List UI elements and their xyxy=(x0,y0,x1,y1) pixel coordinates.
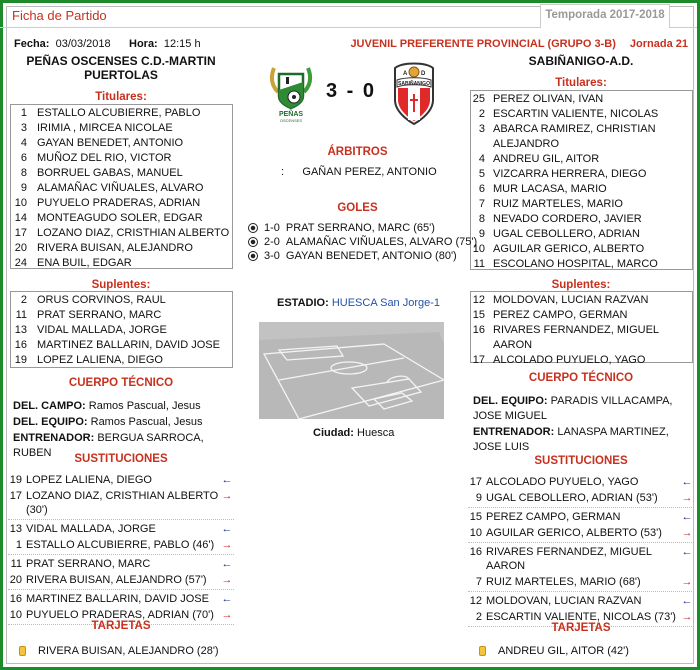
player-number: 17 xyxy=(14,227,27,239)
svg-text:SABIÑANIGO: SABIÑANIGO xyxy=(398,81,430,87)
staff-role: DEL. CAMPO: xyxy=(13,400,86,412)
goal-scorer: PRAT SERRANO, MARC (65') xyxy=(285,222,435,234)
player-number: 16 xyxy=(14,339,27,351)
player-number: 16 xyxy=(469,546,482,558)
competition-name: JUVENIL PREFERENTE PROVINCIAL (GRUPO 3-B) xyxy=(350,38,616,50)
goal-score: 1-0 xyxy=(264,222,280,234)
player-number: 10 xyxy=(469,527,482,539)
away-cuerpo-label: CUERPO TÉCNICO xyxy=(528,372,634,384)
player-name: MUÑOZ DEL RIO, VICTOR xyxy=(37,152,172,164)
player-row xyxy=(471,152,692,167)
player-row xyxy=(11,226,232,241)
player-name: RIVARES FERNANDEZ, MIGUEL AARON xyxy=(486,546,652,572)
goles-label: GOLES xyxy=(337,202,378,214)
player-number: 19 xyxy=(14,354,27,366)
staff-role: ENTRENADOR: xyxy=(473,426,555,438)
player-row xyxy=(11,136,232,151)
arrow-right-icon: → xyxy=(221,574,233,586)
arrow-right-icon: → xyxy=(681,527,693,539)
staff-row xyxy=(473,394,691,424)
player-name: VIDAL MALLADA, JORGE xyxy=(26,523,156,535)
player-name: GAYAN BENEDET, ANTONIO xyxy=(37,137,184,149)
staff-name: Ramos Pascual, Jesus xyxy=(90,416,203,428)
stadium xyxy=(277,297,440,309)
player-number: 16 xyxy=(472,324,485,336)
player-name: ALAMAÑAC VIÑUALES, ALVARO xyxy=(37,182,204,194)
player-number: 2 xyxy=(478,108,485,120)
player-number: 7 xyxy=(475,576,482,588)
player-number: 12 xyxy=(472,294,485,306)
away-card-item xyxy=(479,645,629,657)
player-row xyxy=(11,151,232,166)
substitution-in xyxy=(468,544,694,574)
player-number: 11 xyxy=(10,558,22,570)
substitution-in xyxy=(468,593,694,609)
home-starters-list xyxy=(10,104,233,269)
player-name: LOPEZ LALIENA, DIEGO xyxy=(37,354,163,366)
away-sustituciones-label: SUSTITUCIONES xyxy=(534,455,628,467)
player-number: 14 xyxy=(14,212,27,224)
away-titulares-label: Titulares: xyxy=(555,77,607,89)
player-number: 13 xyxy=(14,324,27,336)
player-name: MARTINEZ BALLARIN, DAVID JOSE xyxy=(37,339,220,351)
player-number: 10 xyxy=(14,197,27,209)
player-row xyxy=(11,323,232,338)
home-cuerpo-label: CUERPO TÉCNICO xyxy=(68,377,174,389)
home-subs-list xyxy=(10,291,233,368)
page-title: Ficha de Partido xyxy=(12,8,107,23)
goal-scorer: ALAMAÑAC VIÑUALES, ALVARO (75') xyxy=(285,236,478,248)
goal-score: 2-0 xyxy=(264,236,280,248)
player-name: ALCOLADO PUYUELO, YAGO xyxy=(486,476,639,488)
stadium-label: ESTADIO: xyxy=(277,297,329,309)
away-subs-list xyxy=(470,291,693,366)
card-player: ANDREU GIL, AITOR (42') xyxy=(498,645,629,657)
arrow-right-icon: → xyxy=(221,490,233,502)
player-name: MARTINEZ BALLARIN, DAVID JOSE xyxy=(26,593,209,605)
player-number: 1 xyxy=(15,539,22,551)
player-name: ESCARTIN VALIENTE, NICOLAS xyxy=(493,108,659,120)
player-number: 15 xyxy=(469,511,482,523)
home-tarjetas-label: TARJETAS xyxy=(91,620,151,632)
arrow-right-icon: → xyxy=(681,492,693,504)
player-name: ESCOLANO HOSPITAL, MARCO xyxy=(493,258,658,270)
player-number: 16 xyxy=(9,593,22,605)
svg-text:OSCENSES: OSCENSES xyxy=(279,118,303,123)
player-row xyxy=(471,323,692,353)
player-number: 10 xyxy=(9,609,22,621)
staff-row xyxy=(13,415,235,430)
player-name: RIVARES FERNANDEZ, MIGUEL AARON xyxy=(493,324,659,351)
player-row xyxy=(471,182,692,197)
yellow-card-icon xyxy=(479,646,486,656)
substitution-out xyxy=(468,574,694,590)
player-number: 20 xyxy=(14,242,27,254)
arrow-left-icon: ← xyxy=(221,593,233,605)
substitution-out xyxy=(8,488,234,518)
player-name: NEVADO CORDERO, JAVIER xyxy=(493,213,642,225)
player-name: RIVERA BUISAN, ALEJANDRO (57') xyxy=(26,574,207,586)
player-name: VIZCARRA HERRERA, DIEGO xyxy=(493,168,647,180)
staff-row xyxy=(13,399,235,414)
home-titulares-label: Titulares: xyxy=(95,91,147,103)
player-name: PRAT SERRANO, MARC xyxy=(26,558,151,570)
fecha-value: 03/03/2018 xyxy=(55,38,111,50)
player-number: 3 xyxy=(478,123,485,135)
player-row xyxy=(471,122,692,152)
goal-row xyxy=(248,249,477,263)
substitution-in xyxy=(8,591,234,607)
player-name: ESCARTIN VALIENTE, NICOLAS (73') xyxy=(486,611,676,623)
home-card-item xyxy=(19,645,219,657)
player-name: ORUS CORVINOS, RAUL xyxy=(37,294,166,306)
referee-prefix: : xyxy=(281,166,285,178)
substitution-pair xyxy=(468,544,694,592)
substitution-pair xyxy=(468,509,694,543)
home-suplentes-label: Suplentes: xyxy=(91,279,151,291)
player-number: 17 xyxy=(469,476,482,488)
player-name: MUR LACASA, MARIO xyxy=(493,183,607,195)
player-name: LOZANO DIAZ, CRISTHIAN ALBERTO (30') xyxy=(26,490,219,516)
player-row xyxy=(11,338,232,353)
player-row xyxy=(11,166,232,181)
date-time xyxy=(14,38,201,50)
competition xyxy=(350,38,688,50)
arrow-right-icon: → xyxy=(221,539,233,551)
player-row xyxy=(11,106,232,121)
city-label: Ciudad: xyxy=(313,427,354,439)
away-team-name: SABIÑANIGO-A.D. xyxy=(528,54,634,68)
player-name: ENA BUIL, EDGAR xyxy=(37,257,132,269)
tab-divider-right xyxy=(670,27,697,28)
svg-text:A: A xyxy=(403,71,408,77)
player-number: 2 xyxy=(475,611,482,623)
goal-row xyxy=(248,221,477,235)
hora-label: Hora: xyxy=(129,38,158,50)
substitution-in xyxy=(8,556,234,572)
goal-score: 3-0 xyxy=(264,250,280,262)
substitution-out xyxy=(468,490,694,506)
city xyxy=(313,427,394,439)
player-name: MONTEAGUDO SOLER, EDGAR xyxy=(37,212,203,224)
player-number: 5 xyxy=(478,168,485,180)
player-number: 20 xyxy=(9,574,22,586)
player-number: 19 xyxy=(9,474,22,486)
away-starters-list xyxy=(470,90,693,270)
player-name: ESTALLO ALCUBIERRE, PABLO (46') xyxy=(26,539,215,551)
player-name: AGUILAR GERICO, ALBERTO xyxy=(493,243,645,255)
arrow-left-icon: ← xyxy=(221,474,233,486)
player-row xyxy=(471,293,692,308)
yellow-card-icon xyxy=(19,646,26,656)
staff-row xyxy=(473,425,691,455)
arrow-left-icon: ← xyxy=(221,558,233,570)
home-substitutions xyxy=(8,472,234,626)
player-row xyxy=(471,167,692,182)
player-number: 24 xyxy=(14,257,27,269)
soccer-ball-icon xyxy=(248,237,258,247)
substitution-out xyxy=(8,572,234,588)
player-name: BORRUEL GABAS, MANUEL xyxy=(37,167,183,179)
substitution-in xyxy=(468,474,694,490)
arrow-left-icon: ← xyxy=(221,523,233,535)
player-number: 1 xyxy=(20,107,27,119)
player-number: 6 xyxy=(478,183,485,195)
arrow-left-icon: ← xyxy=(681,595,693,607)
staff-role: DEL. EQUIPO: xyxy=(13,416,88,428)
substitution-pair xyxy=(8,472,234,520)
home-team-name: PEÑAS OSCENSES C.D.-MARTIN PUERTOLAS xyxy=(26,54,216,82)
player-number: 17 xyxy=(9,490,22,502)
player-name: AGUILAR GERICO, ALBERTO (53') xyxy=(486,527,662,539)
arrow-left-icon: ← xyxy=(681,476,693,488)
player-row xyxy=(471,197,692,212)
player-name: PRAT SERRANO, MARC xyxy=(37,309,162,321)
away-substitutions xyxy=(468,474,694,628)
player-name: ANDREU GIL, AITOR xyxy=(493,153,600,165)
arrow-left-icon: ← xyxy=(681,546,693,558)
soccer-ball-icon xyxy=(248,251,258,261)
soccer-ball-icon xyxy=(248,223,258,233)
stadium-link[interactable]: HUESCA San Jorge-1 xyxy=(331,297,441,309)
player-name: RUIZ MARTELES, MARIO (68') xyxy=(486,576,641,588)
staff-name: Ramos Pascual, Jesus xyxy=(88,400,201,412)
hora-value: 12:15 h xyxy=(163,38,201,50)
away-suplentes-label: Suplentes: xyxy=(551,279,611,291)
player-number: 7 xyxy=(478,198,485,210)
substitution-out xyxy=(8,537,234,553)
player-name: RUIZ MARTELES, MARIO xyxy=(493,198,623,210)
player-row xyxy=(471,257,692,272)
stadium-image xyxy=(259,322,444,419)
substitution-out xyxy=(468,525,694,541)
player-row xyxy=(11,121,232,136)
away-staff xyxy=(473,394,691,456)
player-name: UGAL CEBOLLERO, ADRIAN (53') xyxy=(486,492,658,504)
player-row xyxy=(11,256,232,271)
substitution-in xyxy=(468,509,694,525)
arbitros-label: ÁRBITROS xyxy=(327,146,388,158)
player-name: PUYUELO PRADERAS, ADRIAN xyxy=(37,197,201,209)
player-row xyxy=(11,181,232,196)
player-number: 9 xyxy=(475,492,482,504)
fecha-label: Fecha: xyxy=(14,38,50,50)
player-name: ABARCA RAMIREZ, CHRISTIAN ALEJANDRO xyxy=(493,123,656,150)
player-number: 9 xyxy=(478,228,485,240)
player-number: 8 xyxy=(478,213,485,225)
player-name: VIDAL MALLADA, JORGE xyxy=(37,324,167,336)
player-row xyxy=(471,308,692,323)
player-number: 9 xyxy=(20,182,27,194)
staff-name: PARADIS VILLACAMPA, JOSE MIGUEL xyxy=(473,395,673,422)
player-number: 3 xyxy=(20,122,27,134)
player-name: PUYUELO PRADERAS, ADRIAN (70') xyxy=(26,609,214,621)
jornada: Jornada 21 xyxy=(629,38,688,50)
player-name: UGAL CEBOLLERO, ADRIAN xyxy=(493,228,640,240)
goal-scorer: GAYAN BENEDET, ANTONIO (80') xyxy=(285,250,457,262)
player-row xyxy=(471,92,692,107)
player-row xyxy=(471,353,692,368)
substitution-in xyxy=(8,521,234,537)
svg-text:D: D xyxy=(421,71,426,77)
player-row xyxy=(471,107,692,122)
player-name: ESTALLO ALCUBIERRE, PABLO xyxy=(37,107,201,119)
substitution-in xyxy=(8,472,234,488)
player-name: LOZANO DIAZ, CRISTHIAN ALBERTO xyxy=(37,227,230,239)
player-number: 13 xyxy=(9,523,22,535)
substitution-pair xyxy=(8,521,234,555)
player-number: 4 xyxy=(478,153,485,165)
home-team-logo xyxy=(268,64,314,127)
card-player: RIVERA BUISAN, ALEJANDRO (28') xyxy=(38,645,219,657)
player-row xyxy=(11,293,232,308)
player-name: PEREZ CAMPO, GERMAN xyxy=(486,511,621,523)
season-tab[interactable]: Temporada 2017-2018 xyxy=(540,4,670,28)
goal-row xyxy=(248,235,477,249)
staff-name: LANASPA MARTINEZ, JOSE LUIS xyxy=(473,426,669,453)
player-number: 4 xyxy=(20,137,27,149)
away-tarjetas-label: TARJETAS xyxy=(551,622,611,634)
away-team-logo xyxy=(389,60,439,131)
player-name: ALCOLADO PUYUELO, YAGO xyxy=(493,354,646,366)
player-number: 11 xyxy=(473,258,485,270)
player-row xyxy=(471,212,692,227)
player-row xyxy=(11,211,232,226)
arrow-right-icon: → xyxy=(221,609,233,621)
staff-role: DEL. EQUIPO: xyxy=(473,395,548,407)
arrow-right-icon: → xyxy=(681,611,693,623)
player-number: 2 xyxy=(20,294,27,306)
goals-list xyxy=(248,221,477,263)
final-score: 3 - 0 xyxy=(326,80,377,102)
player-row xyxy=(471,227,692,242)
arrow-right-icon: → xyxy=(681,576,693,588)
player-number: 17 xyxy=(472,354,485,366)
player-number: 15 xyxy=(472,309,485,321)
player-row xyxy=(11,353,232,368)
player-row xyxy=(11,308,232,323)
player-name: RIVERA BUISAN, ALEJANDRO xyxy=(37,242,193,254)
svg-text:PEÑAS: PEÑAS xyxy=(278,111,304,118)
city-value: Huesca xyxy=(357,427,395,439)
player-name: MOLDOVAN, LUCIAN RAZVAN xyxy=(493,294,649,306)
player-row xyxy=(471,242,692,257)
substitution-pair xyxy=(8,556,234,590)
staff-role: ENTRENADOR: xyxy=(13,432,95,444)
home-sustituciones-label: SUSTITUCIONES xyxy=(74,453,168,465)
staff-name: BERGUA SARROCA, RUBEN xyxy=(13,432,204,459)
player-number: 11 xyxy=(15,309,27,321)
player-row xyxy=(11,241,232,256)
player-number: 10 xyxy=(472,243,485,255)
referee-name: GAÑAN PEREZ, ANTONIO xyxy=(302,166,437,178)
player-number: 8 xyxy=(20,167,27,179)
player-name: PEREZ CAMPO, GERMAN xyxy=(493,309,628,321)
arrow-left-icon: ← xyxy=(681,511,693,523)
referee xyxy=(281,166,437,178)
player-number: 12 xyxy=(469,595,482,607)
player-name: MOLDOVAN, LUCIAN RAZVAN xyxy=(486,595,642,607)
player-number: 25 xyxy=(472,93,485,105)
player-number: 6 xyxy=(20,152,27,164)
player-row xyxy=(11,196,232,211)
substitution-pair xyxy=(468,474,694,508)
player-name: PEREZ OLIVAN, IVAN xyxy=(493,93,604,105)
player-name: LOPEZ LALIENA, DIEGO xyxy=(26,474,152,486)
player-name: IRIMIA , MIRCEA NICOLAE xyxy=(37,122,173,134)
